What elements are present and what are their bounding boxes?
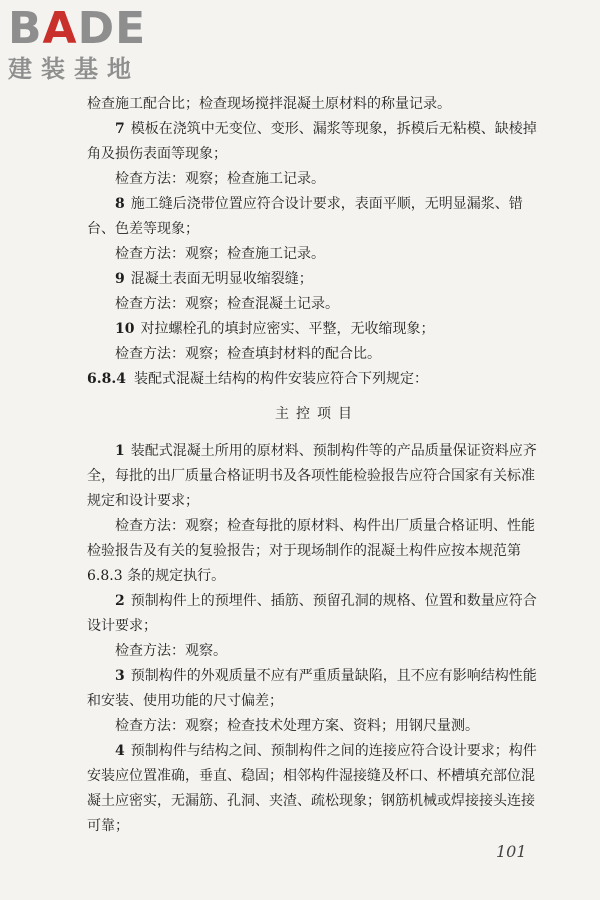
item-number: 9 <box>115 271 125 287</box>
item-number: 8 <box>115 196 125 212</box>
check-method: 检查方法：观察；检查每批的原材料、构件出厂质量合格证明、性能检验报告及有关的复验报告；对于现场制作的混凝土构件应按本规范第 6.8.3 条的规定执行。 <box>87 518 535 584</box>
list-item <box>87 439 547 514</box>
check-method: 检查方法：观察。 <box>115 643 227 659</box>
list-item <box>87 317 547 342</box>
clause-heading <box>87 367 547 392</box>
item-text: 预制构件与结构之间、预制构件之间的连接应符合设计要求；构件安装应位置准确，垂直、稳固；相邻构件湿接缝及杯口、杯槽填充部位混凝土应密实，无漏筋、孔洞、夹渣、疏松现象；钢筋机械或焊接接头连接可靠； <box>87 743 537 834</box>
item-number: 1 <box>115 443 125 459</box>
text-line: 检查施工配合比；检查现场搅拌混凝土原材料的称量记录。 <box>87 96 451 112</box>
item-text: 施工缝后浇带位置应符合设计要求，表面平顺，无明显漏浆、错台、色差等现象； <box>87 196 523 237</box>
logo-subtitle: 建装基地 <box>8 55 140 83</box>
item-text: 混凝土表面无明显收缩裂缝； <box>130 271 313 287</box>
logo-accent-a: A <box>42 3 78 54</box>
item-number: 3 <box>115 668 125 684</box>
check-method: 检查方法：观察；检查施工记录。 <box>115 171 325 187</box>
list-item <box>87 664 547 714</box>
check-method: 检查方法：观察；检查施工记录。 <box>115 246 325 262</box>
list-item <box>87 117 547 167</box>
page-body <box>87 92 547 839</box>
item-text: 预制构件上的预埋件、插筋、预留孔洞的规格、位置和数量应符合设计要求； <box>87 593 537 634</box>
item-number: 7 <box>115 121 125 137</box>
item-text: 模板在浇筑中无变位、变形、漏浆等现象，拆模后无粘模、缺棱掉角及损伤表面等现象； <box>87 121 537 162</box>
list-item <box>87 739 547 839</box>
list-item <box>87 192 547 242</box>
item-text: 装配式混凝土所用的原材料、预制构件等的产品质量保证资料应齐全，每批的出厂质量合格证明书及各项性能检验报告应符合国家有关标准规定和设计要求； <box>87 443 537 509</box>
logo-text: BADE <box>8 3 147 54</box>
list-item <box>87 267 547 292</box>
item-number: 4 <box>115 743 125 759</box>
watermark-logo <box>8 3 147 84</box>
clause-text: 装配式混凝土结构的构件安装应符合下列规定： <box>133 371 428 387</box>
check-method: 检查方法：观察；检查填封材料的配合比。 <box>115 346 381 362</box>
item-text: 预制构件的外观质量不应有严重质量缺陷，且不应有影响结构性能和安装、使用功能的尺寸偏差； <box>87 668 537 709</box>
clause-number: 6.8.4 <box>87 371 126 387</box>
check-method: 检查方法：观察；检查混凝土记录。 <box>115 296 339 312</box>
item-number: 2 <box>115 593 125 609</box>
page-number: 101 <box>496 842 527 861</box>
section-heading: 主控项目 <box>275 406 359 422</box>
item-text: 对拉螺栓孔的填封应密实、平整，无收缩现象； <box>140 321 435 337</box>
check-method: 检查方法：观察；检查技术处理方案、资料；用钢尺量测。 <box>115 718 479 734</box>
list-item <box>87 589 547 639</box>
item-number: 10 <box>115 321 135 337</box>
